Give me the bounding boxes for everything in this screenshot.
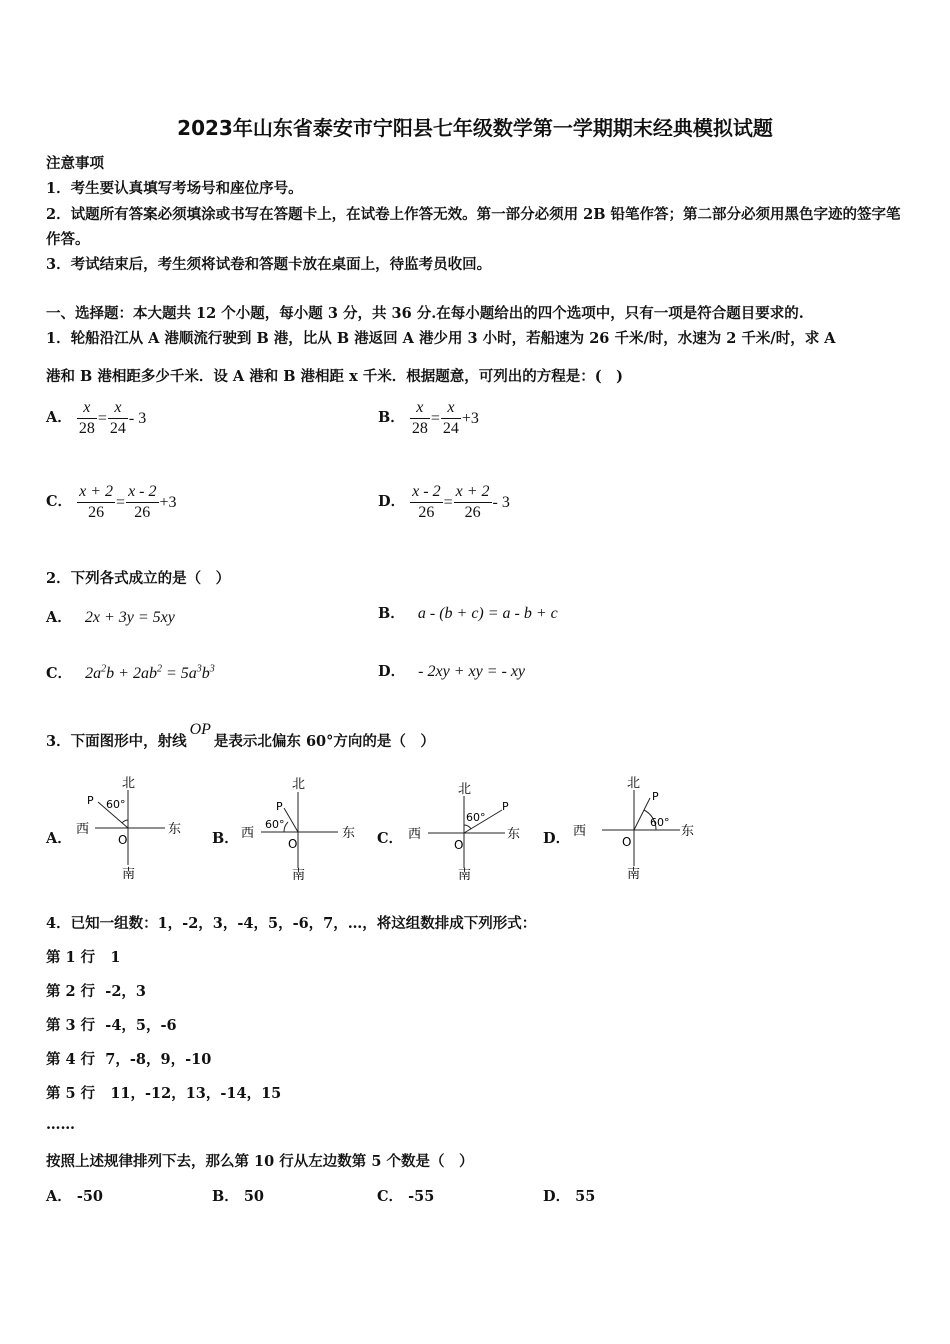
ray-op: OP xyxy=(189,721,211,738)
q4-option-b: B． 50 xyxy=(212,1188,265,1205)
svg-text:北: 北 xyxy=(458,782,472,797)
q4-option-a: A． -50 xyxy=(46,1188,104,1205)
fraction: $\frac{x - 2}{26}$ xyxy=(412,483,441,521)
compass-diagram-a xyxy=(70,770,190,885)
compass-diagram-b xyxy=(236,770,361,885)
svg-text:O: O xyxy=(288,837,298,851)
q3-option-b-label: B． xyxy=(212,830,239,847)
svg-text:60°: 60° xyxy=(466,811,486,824)
svg-text:东: 东 xyxy=(507,827,521,842)
svg-text:P: P xyxy=(87,794,94,807)
compass-diagram-c xyxy=(400,778,525,885)
section-heading: 一、选择题：本大题共 12 个小题，每小题 3 分，共 36 分.在每小题给出的四个选项中，只有一项是符合题目要求的. xyxy=(46,305,804,322)
fraction: $\frac{x}{28}$ xyxy=(411,399,428,437)
q4-row-4: 第 4 行 7，-8，9，-10 xyxy=(46,1051,212,1068)
option-label: B． xyxy=(378,409,405,427)
q1-stem-line2: 港和 B 港相距多少千米．设 A 港和 B 港相距 x 千米．根据题意，可列出的方程是：( ) xyxy=(46,368,624,385)
q2-a-expression: 2x + 3y = 5xy xyxy=(84,609,175,626)
page-title: 2023年山东省泰安市宁阳县七年级数学第一学期期末经典模拟试题 xyxy=(177,116,773,140)
svg-text:P: P xyxy=(652,790,659,803)
option-label: B． xyxy=(378,605,405,622)
q2-c-expression: $2a^2b + 2ab^2 = 5a^3b^3$ xyxy=(85,663,215,682)
notice-item-2: 2．试题所有答案必须填涂或书写在答题卡上，在试卷上作答无效。第一部分必须用 2B 铅笔作答；第二部分必须用黑色字迹的签字笔作答。 xyxy=(46,206,901,248)
q1-option-d: D． $\frac{x - 2}{26}$ = $\frac{x + 2}{26}$ - 3 xyxy=(378,483,510,521)
svg-text:东: 东 xyxy=(168,822,182,837)
fraction: $\frac{x + 2}{26}$ xyxy=(79,483,114,521)
svg-text:O: O xyxy=(622,835,632,849)
option-label: A． xyxy=(46,409,72,427)
svg-text:O: O xyxy=(118,833,128,847)
option-label: C． xyxy=(46,665,73,682)
svg-text:西: 西 xyxy=(76,822,90,837)
q2-option-d xyxy=(378,660,525,681)
q1-option-a: A． $\frac{x}{28}$ = $\frac{x}{24}$ - 3 xyxy=(46,399,147,437)
q3-option-c-label: C． xyxy=(377,830,404,847)
notice-item-1: 1．考生要认真填写考场号和座位序号。 xyxy=(46,180,303,197)
q4-row-1: 第 1 行 1 xyxy=(46,949,121,966)
svg-text:南: 南 xyxy=(292,868,306,883)
q2-b-expression: a - (b + c) = a - b + c xyxy=(417,605,558,622)
notice-item-3: 3．考试结束后，考生须将试卷和答题卡放在桌面上，待监考员收回。 xyxy=(46,256,492,273)
option-label: D． xyxy=(378,663,406,680)
fraction: $\frac{x + 2}{26}$ xyxy=(455,483,490,521)
q1-option-c: C． $\frac{x + 2}{26}$ = $\frac{x - 2}{26}$ +3 xyxy=(46,483,177,521)
svg-text:南: 南 xyxy=(627,867,641,882)
option-label: D． xyxy=(378,493,406,511)
q2-stem: 2．下列各式成立的是（ ） xyxy=(46,570,231,587)
notice-heading: 注意事项 xyxy=(46,155,104,172)
fraction: $\frac{x}{24}$ xyxy=(442,399,459,437)
q4-stem: 4．已知一组数：1，-2，3，-4，5，-6，7，…，将这组数排成下列形式： xyxy=(46,915,537,932)
q2-option-b xyxy=(378,602,558,623)
q1-option-b: B． $\frac{x}{28}$ = $\frac{x}{24}$ +3 xyxy=(378,399,479,437)
q3-stem: 3．下面图形中，射线OP是表示北偏东 60°方向的是（ ） xyxy=(46,721,435,750)
svg-text:60°: 60° xyxy=(106,798,126,811)
option-label: C． xyxy=(46,493,73,511)
fraction: $\frac{x}{28}$ xyxy=(78,399,95,437)
svg-text:西: 西 xyxy=(573,824,587,839)
q2-d-expression: - 2xy + xy = - xy xyxy=(418,663,526,680)
fraction: $\frac{x}{24}$ xyxy=(109,399,126,437)
q4-option-c: C． -55 xyxy=(377,1188,435,1205)
svg-text:西: 西 xyxy=(241,826,255,841)
svg-text:西: 西 xyxy=(408,827,422,842)
svg-text:北: 北 xyxy=(627,776,641,791)
svg-text:P: P xyxy=(276,800,283,813)
compass-diagram-d xyxy=(570,770,698,885)
svg-text:南: 南 xyxy=(458,868,472,883)
q1-stem-line1: 1．轮船沿江从 A 港顺流行驶到 B 港，比从 B 港返回 A 港少用 3 小时，若船速为 26 千米/时，水速为 2 千米/时，求 A xyxy=(46,330,836,347)
q4-option-d: D． 55 xyxy=(543,1188,596,1205)
svg-text:东: 东 xyxy=(342,826,356,841)
q4-row-3: 第 3 行 -4，5，-6 xyxy=(46,1017,177,1034)
q4-ellipsis: …… xyxy=(46,1116,75,1133)
q2-option-a xyxy=(46,606,175,627)
q4-row-2: 第 2 行 -2，3 xyxy=(46,983,146,1000)
svg-text:北: 北 xyxy=(292,777,306,792)
q3-option-d-label: D． xyxy=(543,830,571,847)
q4-question: 按照上述规律排列下去，那么第 10 行从左边数第 5 个数是（ ） xyxy=(46,1153,474,1170)
svg-text:60°: 60° xyxy=(650,816,670,829)
q3-option-a-label: A． xyxy=(46,830,72,847)
svg-text:60°: 60° xyxy=(265,818,285,831)
q2-option-c xyxy=(46,662,215,683)
svg-text:南: 南 xyxy=(122,867,136,882)
svg-text:北: 北 xyxy=(122,776,136,791)
option-label: A． xyxy=(46,609,72,626)
svg-text:东: 东 xyxy=(681,824,695,839)
svg-text:P: P xyxy=(502,800,509,813)
q4-row-5: 第 5 行 11，-12，13，-14，15 xyxy=(46,1085,282,1102)
fraction: $\frac{x - 2}{26}$ xyxy=(128,483,157,521)
svg-text:O: O xyxy=(454,838,464,852)
